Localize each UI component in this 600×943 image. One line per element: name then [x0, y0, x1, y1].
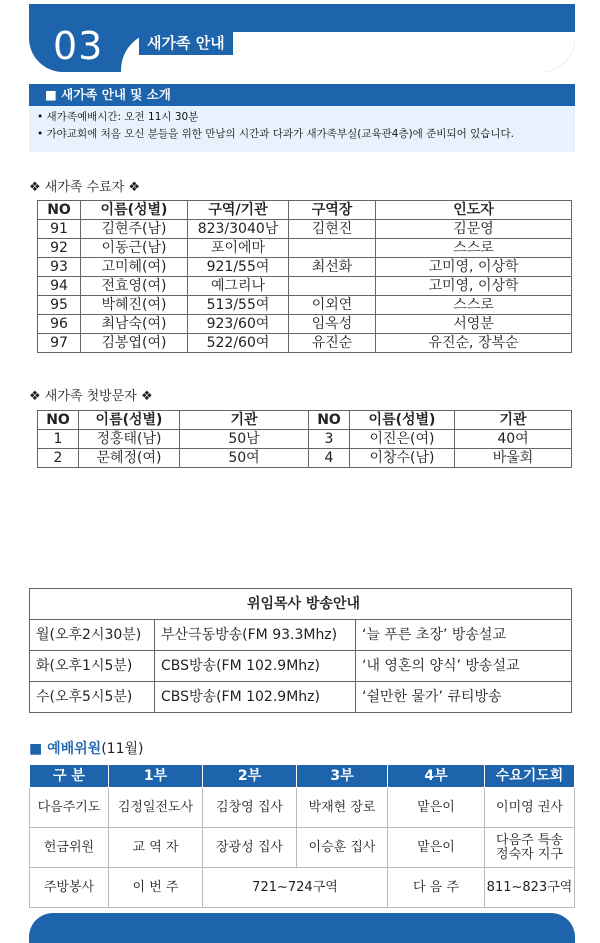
cell: 이진은(여) — [350, 430, 455, 449]
section-number: 03 — [53, 24, 104, 68]
cell: 주방봉사 — [30, 868, 109, 908]
table-row — [30, 651, 572, 682]
worship-title-month: (11월) — [101, 741, 144, 757]
cell-line: 다음주 특송 — [496, 832, 563, 848]
cell: 김정일전도사 — [109, 788, 203, 828]
cell: 721~724구역 — [203, 868, 388, 908]
col-header: NO — [38, 411, 79, 430]
cell: 93 — [38, 258, 81, 277]
cell: 고미영, 이상학 — [376, 258, 572, 277]
col-header: 기관 — [455, 411, 572, 430]
cell: 이동근(남) — [81, 239, 188, 258]
completed-table — [37, 200, 572, 353]
cell: 96 — [38, 315, 81, 334]
cell: 맡은이 — [388, 788, 485, 828]
cell: 2 — [38, 449, 79, 468]
cell — [289, 277, 376, 296]
table-row — [38, 334, 572, 353]
cell: 513/55여 — [188, 296, 289, 315]
table-row — [30, 828, 575, 868]
cell: 811~823구역 — [485, 868, 575, 908]
cell: 스스로 — [376, 296, 572, 315]
cell: 김봉엽(여) — [81, 334, 188, 353]
cell: 최남숙(여) — [81, 315, 188, 334]
cell — [485, 828, 575, 868]
table-row — [38, 315, 572, 334]
table-row — [38, 430, 572, 449]
table-header-row — [38, 411, 572, 430]
col-header: 이름(성별) — [79, 411, 180, 430]
col-header: NO — [38, 201, 81, 220]
cell: 수(오후5시5분) — [30, 682, 155, 713]
cell: CBS방송(FM 102.9Mhz) — [155, 682, 356, 713]
cell: 이승훈 집사 — [297, 828, 388, 868]
table-row — [30, 868, 575, 908]
col-header: 이름(성별) — [350, 411, 455, 430]
intro-line: • 새가족예배시간: 오전 11시 30분 — [37, 111, 199, 123]
cell: 97 — [38, 334, 81, 353]
col-header: 3부 — [297, 765, 388, 788]
table-row — [38, 296, 572, 315]
cell: 4 — [309, 449, 350, 468]
col-header: 구역/기관 — [188, 201, 289, 220]
cell: 이창수(남) — [350, 449, 455, 468]
cell: 94 — [38, 277, 81, 296]
cell: 522/60여 — [188, 334, 289, 353]
table-row — [38, 277, 572, 296]
col-header: 이름(성별) — [81, 201, 188, 220]
cell: 다음주기도 — [30, 788, 109, 828]
cell: 김현주(남) — [81, 220, 188, 239]
completed-title: ❖ 새가족 수료자 ❖ — [29, 180, 141, 195]
cell: 최선화 — [289, 258, 376, 277]
cell: 823/3040남 — [188, 220, 289, 239]
cell: CBS방송(FM 102.9Mhz) — [155, 651, 356, 682]
cell: 장광성 집사 — [203, 828, 297, 868]
cell: 월(오후2시30분) — [30, 620, 155, 651]
first-visit-table — [37, 410, 572, 468]
cell: 부산극동방송(FM 93.3Mhz) — [155, 620, 356, 651]
cell: 고미영, 이상학 — [376, 277, 572, 296]
worship-title-bold: ■ 예배위원 — [29, 741, 102, 757]
cell: 923/60여 — [188, 315, 289, 334]
col-header: 구역장 — [289, 201, 376, 220]
cell: 스스로 — [376, 239, 572, 258]
cell: 이외연 — [289, 296, 376, 315]
table-row — [30, 788, 575, 828]
cell: 예그리나 — [188, 277, 289, 296]
cell: 92 — [38, 239, 81, 258]
intro-heading: ■ 새가족 안내 및 소개 — [29, 84, 575, 106]
table-row — [30, 620, 572, 651]
col-header: 4부 — [388, 765, 485, 788]
col-header: 인도자 — [376, 201, 572, 220]
first-visit-title: ❖ 새가족 첫방문자 ❖ — [29, 389, 153, 404]
cell: ‘쉴만한 물가’ 큐티방송 — [356, 682, 572, 713]
cell: 김문영 — [376, 220, 572, 239]
worship-title — [29, 738, 143, 758]
col-header: 1부 — [109, 765, 203, 788]
cell: 김창영 집사 — [203, 788, 297, 828]
cell: 40여 — [455, 430, 572, 449]
table-row — [30, 682, 572, 713]
cell: 1 — [38, 430, 79, 449]
table-header-row — [30, 589, 572, 620]
table-row — [38, 239, 572, 258]
col-header: 구 분 — [30, 765, 109, 788]
cell: ‘내 영혼의 양식’ 방송설교 — [356, 651, 572, 682]
cell-line: 정숙자 지구 — [496, 846, 563, 862]
cell: 유진순 — [289, 334, 376, 353]
cell: 김현진 — [289, 220, 376, 239]
cell: 문혜정(여) — [79, 449, 180, 468]
cell: 921/55여 — [188, 258, 289, 277]
cell: ‘늘 푸른 초장’ 방송설교 — [356, 620, 572, 651]
worship-table — [29, 764, 575, 908]
footer-band — [29, 913, 575, 943]
cell: 95 — [38, 296, 81, 315]
col-header: 수요기도회 — [485, 765, 575, 788]
cell: 박재현 장로 — [297, 788, 388, 828]
cell: 50남 — [180, 430, 309, 449]
cell: 이미영 권사 — [485, 788, 575, 828]
cell: 91 — [38, 220, 81, 239]
cell: 교 역 자 — [109, 828, 203, 868]
section-header — [29, 4, 575, 72]
cell: 이 번 주 — [109, 868, 203, 908]
col-header: 2부 — [203, 765, 297, 788]
cell: 유진순, 장복순 — [376, 334, 572, 353]
broadcast-title: 위임목사 방송안내 — [30, 589, 572, 620]
section-title: 새가족 안내 — [139, 30, 233, 55]
cell: 임옥성 — [289, 315, 376, 334]
cell: 고미혜(여) — [81, 258, 188, 277]
table-row — [38, 220, 572, 239]
col-header: NO — [309, 411, 350, 430]
cell: 바울회 — [455, 449, 572, 468]
cell: 맡은이 — [388, 828, 485, 868]
cell: 전효영(여) — [81, 277, 188, 296]
cell: 50여 — [180, 449, 309, 468]
cell: 박혜진(여) — [81, 296, 188, 315]
cell: 3 — [309, 430, 350, 449]
table-header-row — [30, 765, 575, 788]
cell: 서영분 — [376, 315, 572, 334]
cell — [289, 239, 376, 258]
table-header-row — [38, 201, 572, 220]
cell: 다 음 주 — [388, 868, 485, 908]
cell: 정홍태(남) — [79, 430, 180, 449]
table-row — [38, 449, 572, 468]
col-header: 기관 — [180, 411, 309, 430]
table-row — [38, 258, 572, 277]
cell: 헌금위원 — [30, 828, 109, 868]
broadcast-table — [29, 588, 572, 713]
intro-line: • 가야교회에 처음 오신 분들을 위한 만남의 시간과 다과가 새가족부실(교육관4층)에 준비되어 있습니다. — [37, 128, 514, 140]
intro-box — [29, 84, 575, 152]
cell: 화(오후1시5분) — [30, 651, 155, 682]
cell: 포이에마 — [188, 239, 289, 258]
